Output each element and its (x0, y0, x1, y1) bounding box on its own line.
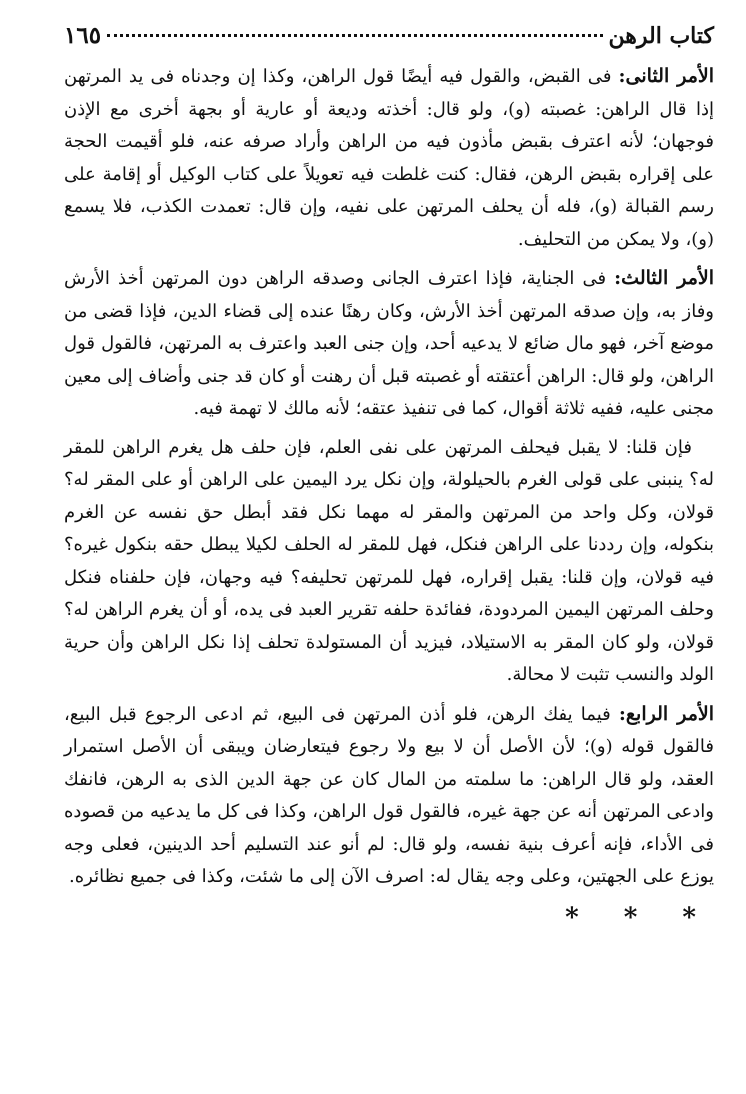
page-body (64, 60, 714, 934)
header-dot-leader (107, 34, 602, 37)
section-text: فى القبض، والقول فيه أيضًا قول الراهن، وكذا إن وجدناه فى يد المرتهن إذا قال الراهن: غصبته (و)، ولو قال: أخذته وديعة أو عارية أو بجهة أخرى مع الإذن فوجهان؛ لأنه اعترف بقبض مأذون فيه من الراهن وأراد صرفه عنه، فلو أقيمت الحجة على إقراره بقبض الرهن، فقال: كنت غلطت فيه تعويلاً على كتاب الوكيل أو إقامة على رسم القبالة (و)، فله أن يحلف المرتهن على نفيه، وإن قال: تعمدت الكذب، فلا يسمع (و)، ولا يمكن من التحليف. (64, 66, 714, 250)
section-heading: الأمر الرابع: (618, 702, 714, 725)
continuation-paragraph (64, 432, 714, 692)
book-page (64, 22, 714, 934)
page-number: ١٦٥ (64, 22, 102, 49)
section-paragraph-second-matter (64, 60, 714, 256)
running-header (64, 22, 714, 60)
section-heading: الأمر الثالث: (614, 267, 714, 289)
section-heading: الأمر الثانى: (618, 65, 715, 87)
section-end-ornament: * * * (565, 902, 714, 933)
section-text: فى الجناية، فإذا اعترف الجانى وصدقه الراهن دون المرتهن أخذ الأرش وفاز به، وإن صدقه المرتهن أخذ الأرش، وكان رهنًا عنده إلى قضاء الدين، فإذا قضى من موضع آخر، فهو مال ضائع لا يدعيه أحد، وإن جنى العبد واعترف به المرتهن، فالقول قول الراهن، ولو قال: الراهن أعتقته أو غصبته قبل أن رهنت أو كان قد جنى وأضاف إلى معين مجنى عليه، ففيه ثلاثة أقوال، كما فى تنفيذ عتقه؛ لأنه مالك لا تهمة فيه. (64, 268, 714, 419)
section-paragraph-fourth-matter (64, 698, 714, 894)
section-text: فإن قلنا: لا يقبل فيحلف المرتهن على نفى العلم، فإن حلف هل يغرم الراهن للمقر له؟ ينبنى على قولى الغرم بالحيلولة، وإن نكل يرد اليمين على الراهن أو على المقر له؟ قولان، وكل واحد من المرتهن والمقر له مهما نكل فقد أبطل حق نفسه عن الغرم بنكوله، وإن رددنا على الراهن فنكل، فهل للمقر له الحلف لكيلا يبطل حقه بنكول غيره؟ فيه قولان، وإن قلنا: يقبل إقراره، فهل للمرتهن تحليفه؟ فيه وجهان، فإن حلفناه فنكل وحلف المرتهن اليمين المردودة، ففائدة حلفه تقرير العبد فى يده، أو أن يغرم الراهن له؟ قولان، ولو كان المقر به الاستيلاد، فيزيد أن المستولدة تحلف إذا نكل الراهن وأن حرية الولد والنسب تثبت لا محالة. (64, 436, 714, 685)
section-paragraph-third-matter (64, 262, 714, 426)
section-text: فيما يفك الرهن، فلو أذن المرتهن فى البيع، ثم ادعى الرجوع قبل البيع، فالقول قوله (و)؛ لأن الأصل أن لا بيع ولا رجوع فيتعارضان ويبقى أن الأصل استمرار العقد، ولو قال الراهن: ما سلمته من المال كان عن جهة الدين الذى به الرهن، فانفك وادعى المرتهن أنه عن جهة غيره، فالقول قول الراهن، وكذا فى كل ما يدعيه من قصوده فى الأداء، فإنه أعرف بنية نفسه، ولو قال: لم أنو عند التسليم أحد الدينين، فعلى وجه يوزع على الجهتين، وعلى وجه يقال له: اصرف الآن إلى ما شئت، وكذا فى جميع نظائره. (64, 703, 714, 887)
chapter-title: كتاب الرهن (608, 23, 714, 49)
